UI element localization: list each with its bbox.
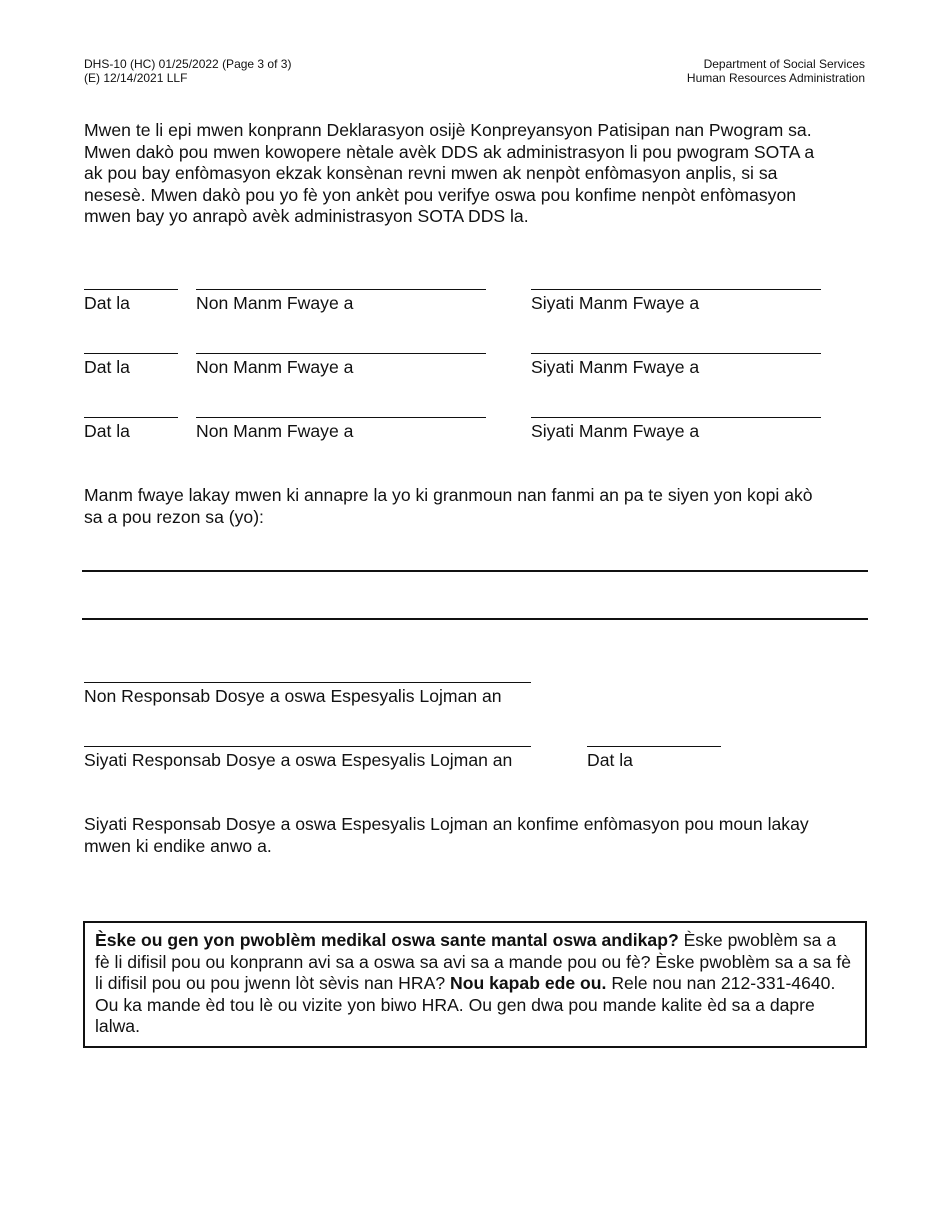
name-line[interactable] <box>196 417 486 418</box>
unable-to-sign-line: sa a pou rezon sa (yo): <box>84 506 264 527</box>
notice-help: Nou kapab ede ou. <box>450 973 607 993</box>
confirmation-paragraph <box>84 814 884 857</box>
signature-line[interactable] <box>531 417 821 418</box>
agency-block <box>687 57 865 85</box>
case-manager-date-label: Dat la <box>587 750 633 770</box>
date-line[interactable] <box>84 353 178 354</box>
declaration-line: Mwen dakò pou mwen kowopere nètale avèk DDS ak administrasyon li pou pwogram SOTA a <box>84 141 815 162</box>
name-label: Non Manm Fwaye a <box>196 293 354 313</box>
date-label: Dat la <box>84 293 130 313</box>
signature-label: Siyati Manm Fwaye a <box>531 421 700 441</box>
signature-line[interactable] <box>531 353 821 354</box>
case-manager-name-label: Non Responsab Dosye a oswa Espesyalis Lojman an <box>84 686 502 706</box>
date-line[interactable] <box>84 417 178 418</box>
declaration-line: nesesè. Mwen dakò pou yo fè yon ankèt pou verifye oswa pou konfime nenpòt enfòmasyon <box>84 184 797 205</box>
unable-to-sign-paragraph <box>84 485 884 528</box>
form-revision: (E) 12/14/2021 LLF <box>84 71 188 85</box>
administration-name: Human Resources Administration <box>686 71 865 85</box>
signature-label: Siyati Manm Fwaye a <box>531 293 700 313</box>
form-id-block <box>84 57 291 85</box>
case-manager-name-line[interactable] <box>84 682 531 683</box>
name-label: Non Manm Fwaye a <box>196 357 354 377</box>
name-line[interactable] <box>196 353 486 354</box>
notice-text: Èske pwoblèm sa a fè li difisil pou ou konprann avi sa a oswa sa avi sa a mande pou ou fè? Èske pwoblèm sa a sa fè li difisil pou ou pou jwenn lòt sèvis nan HRA? <box>95 930 851 993</box>
date-label: Dat la <box>84 421 130 441</box>
name-line[interactable] <box>196 289 486 290</box>
name-label: Non Manm Fwaye a <box>196 421 354 441</box>
date-line[interactable] <box>84 289 178 290</box>
unable-to-sign-line: Manm fwaye lakay mwen ki annapre la yo ki granmoun nan fanmi an pa te siyen yon kopi akò <box>84 485 813 505</box>
notice-contact: Rele nou nan 212-331-4640. Ou ka mande èd tou lè ou vizite yon biwo HRA. Ou gen dwa pou mande kalite èd sa a dapre lalwa. <box>95 973 836 1036</box>
signature-line[interactable] <box>531 289 821 290</box>
confirmation-line: mwen ki endike anwo a. <box>84 835 272 856</box>
form-id: DHS-10 (HC) 01/25/2022 (Page 3 of 3) <box>84 57 292 71</box>
signature-label: Siyati Manm Fwaye a <box>531 357 700 377</box>
declaration-line: Mwen te li epi mwen konprann Deklarasyon osijè Konpreyansyon Patisipan nan Pwogram sa. <box>84 120 812 140</box>
case-manager-signature-line[interactable] <box>84 746 531 747</box>
declaration-line: mwen bay yo anrapò avèk administrasyon SOTA DDS la. <box>84 206 529 226</box>
declaration-line: ak pou bay enfòmasyon ekzak konsènan revni mwen ak nenpòt enfòmasyon anplis, si sa <box>84 163 778 183</box>
date-label: Dat la <box>84 357 130 377</box>
confirmation-line: Siyati Responsab Dosye a oswa Espesyalis Lojman an konfime enfòmasyon pou moun lakay <box>84 814 809 834</box>
department-name: Department of Social Services <box>703 57 865 71</box>
accessibility-notice-box <box>83 921 867 1048</box>
reason-line[interactable] <box>82 570 868 572</box>
notice-question: Èske ou gen yon pwoblèm medikal oswa sante mantal oswa andikap? <box>95 930 679 950</box>
declaration-paragraph <box>84 120 884 228</box>
reason-line[interactable] <box>82 618 868 620</box>
case-manager-signature-label: Siyati Responsab Dosye a oswa Espesyalis Lojman an <box>84 750 513 770</box>
case-manager-date-line[interactable] <box>587 746 721 747</box>
